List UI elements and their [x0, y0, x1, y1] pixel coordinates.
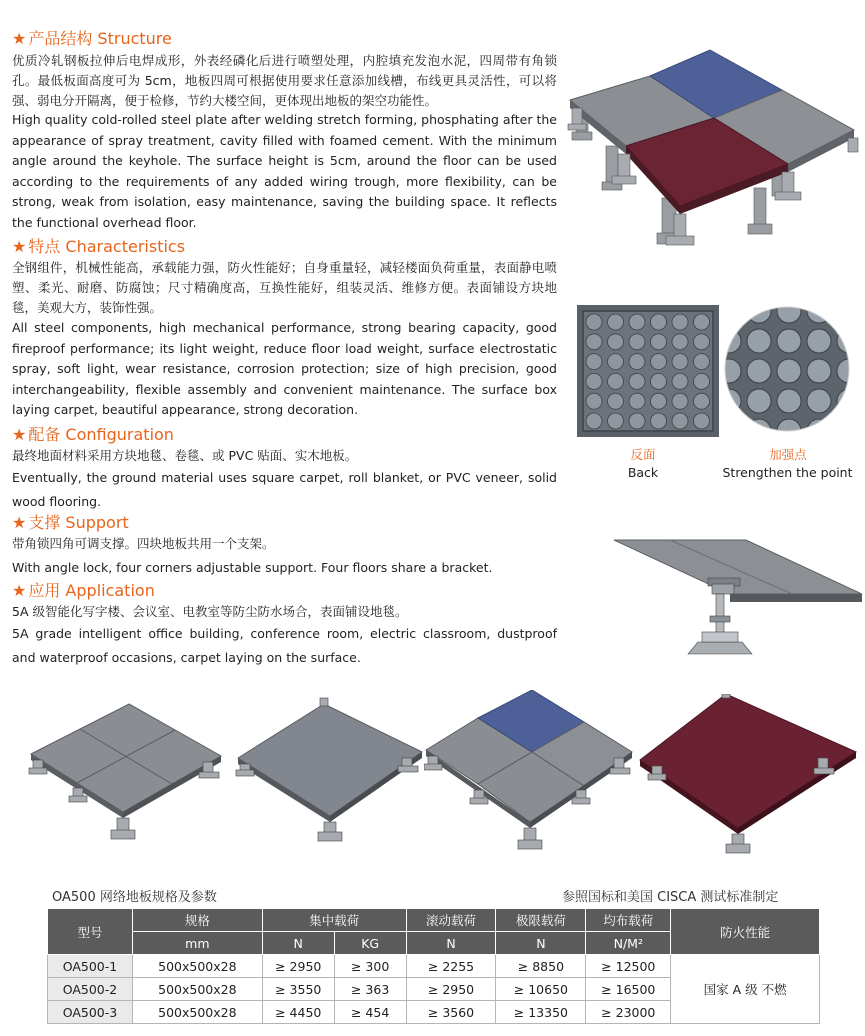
reinforcement-dome [586, 354, 602, 370]
cell-uniform: ≥ 12500 [586, 955, 671, 978]
cell-rolling: ≥ 3560 [406, 1001, 496, 1024]
cell-spec: 500x500x28 [132, 978, 262, 1001]
reinforcement-dome [586, 334, 602, 350]
cell-model: OA500-1 [48, 955, 133, 978]
header-uniform-unit: N/M² [586, 932, 671, 955]
reinforcement-dome [586, 314, 602, 330]
reinforcement-dome [629, 334, 645, 350]
star-icon: ★ [12, 425, 27, 444]
cell-fire: 国家 A 级 不燃 [671, 955, 820, 1024]
reinforcement-dome [651, 393, 667, 409]
characteristics-cn-text: 全钢组件，机械性能高，承载能力强，防火性能好；自身重量轻，减轻楼面负荷重量，表面静电喷塑、柔光、耐磨、防腐蚀；尺寸精确度高，互换性能好，组装灵活、维修方便。表面铺设方块地毯，美观大方，装饰性强。 [12, 260, 557, 315]
support-title: ★ 支撑 Support [12, 513, 129, 532]
cell-ultimate: ≥ 10650 [496, 978, 586, 1001]
reinforcement-dome [837, 305, 851, 323]
reinforcement-dome [694, 413, 710, 429]
cell-ultimate: ≥ 13350 [496, 1001, 586, 1024]
table-row [48, 955, 820, 978]
reinforcement-dome [608, 393, 624, 409]
header-conc-n: N [262, 932, 334, 955]
configuration-en-text: Eventually, the ground material uses square carpet, roll blanket, or PVC veneer, solid wood flooring. [12, 470, 557, 509]
floor-image-2 [232, 694, 427, 844]
reinforcement-dome [651, 334, 667, 350]
reinforcement-dome [608, 413, 624, 429]
reinforcement-dome [629, 373, 645, 389]
star-icon: ★ [12, 29, 27, 48]
reinforcement-dome [694, 393, 710, 409]
cell-conc-n: ≥ 4450 [262, 1001, 334, 1024]
reinforcement-dome [672, 314, 688, 330]
reinforcement-dome [694, 314, 710, 330]
floor-assembly-image [562, 28, 862, 250]
header-rolling: 滚动载荷 [406, 909, 496, 932]
structure-en-text: High quality cold-rolled steel plate after welding stretch forming, phosphating after the appearance of spray treatment, cavity filled with foamed cement. With the minimum angle around the keyhole. The surface height is 5cm, around the floor can be used according to the requirements of any added wiring trough, more flexibility, can be strong, weak from isolation, easy maintenance, saving the building space. It reflects the functional overhead floor. [12, 112, 557, 230]
structure-cn-text: 优质冷轧钢板拉伸后电焊成形，外表经磷化后进行喷塑处理，内腔填充发泡水泥，四周带有角锁孔。最低板面高度可为 5cm，地板四周可根据使用要求任意添加线槽，布线更具灵活性，可以将强、弱电分开隔离，便于检修，节约大楼空间，更体现出地板的架空功能性。 [12, 53, 557, 108]
reinforcement-dome [629, 393, 645, 409]
back-caption-cn: 反面 [630, 447, 656, 462]
star-icon: ★ [12, 581, 27, 600]
characteristics-title: ★ 特点 Characteristics [12, 237, 186, 256]
reinforcement-dome [694, 334, 710, 350]
star-icon: ★ [12, 237, 27, 256]
reinforcement-dome [651, 413, 667, 429]
reinforcement-dome [651, 373, 667, 389]
header-spec-unit: mm [132, 932, 262, 955]
header-uniform: 均布载荷 [586, 909, 671, 932]
reinforcement-dome [651, 354, 667, 370]
characteristics-en-text: All steel components, high mechanical performance, strong bearing capacity, good fireproof performance; its light weight, reduce floor load weight, surface electrostatic spray, soft light, wear resistance, corrosion protection; size of high precision, good interchangeability, flexible assembly and convenient maintenance. The surface box laying carpet, beautiful appearance, strong decoration. [12, 320, 557, 417]
cell-model: OA500-2 [48, 978, 133, 1001]
cell-spec: 500x500x28 [132, 955, 262, 978]
reinforcement-dome [672, 373, 688, 389]
reinforcement-dome [608, 354, 624, 370]
cell-uniform: ≥ 23000 [586, 1001, 671, 1024]
header-model: 型号 [48, 909, 133, 955]
header-rolling-unit: N [406, 932, 496, 955]
header-spec: 规格 [132, 909, 262, 932]
cell-model: OA500-3 [48, 1001, 133, 1024]
cell-rolling: ≥ 2255 [406, 955, 496, 978]
reinforcement-dome [777, 329, 801, 353]
cell-ultimate: ≥ 8850 [496, 955, 586, 978]
reinforcement-dome [586, 393, 602, 409]
floor-image-4 [638, 694, 860, 858]
header-ultimate: 极限载荷 [496, 909, 586, 932]
reinforcement-dome [629, 314, 645, 330]
reinforcement-dome [586, 373, 602, 389]
support-cn-text: 带角锁四角可调支撑。四块地板共用一个支架。 [12, 536, 275, 551]
support-en-text: With angle lock, four corners adjustable support. Four floors share a bracket. [12, 560, 493, 575]
reinforcement-dome [608, 373, 624, 389]
spec-table [47, 908, 820, 1024]
reinforcement-dome [807, 359, 831, 383]
reinforcement-dome [747, 389, 771, 413]
reinforcement-dome [672, 393, 688, 409]
cell-uniform: ≥ 16500 [586, 978, 671, 1001]
cell-conc-kg: ≥ 363 [334, 978, 406, 1001]
reinforcement-dome [672, 334, 688, 350]
table-title: OA500 网络地板规格及参数 [52, 890, 217, 905]
floor-image-1 [25, 692, 225, 844]
reinforcement-dome [807, 329, 831, 353]
reinforcement-dome [747, 329, 771, 353]
point-caption-en: Strengthen the point [722, 465, 853, 480]
reinforcement-dome [723, 419, 741, 433]
point-caption-cn: 加强点 [769, 447, 807, 462]
header-concentrated: 集中载荷 [262, 909, 406, 932]
application-en-text: 5A grade intelligent office building, conference room, electric classroom, dustproof and waterproof occasions, carpet laying on the surface. [12, 626, 557, 665]
cell-conc-n: ≥ 3550 [262, 978, 334, 1001]
reinforcement-dome [672, 354, 688, 370]
back-caption-en: Back [627, 465, 659, 480]
floor-image-3 [424, 690, 634, 854]
cell-spec: 500x500x28 [132, 1001, 262, 1024]
application-cn-text: 5A 级智能化写字楼、会议室、电教室等防尘防水场合，表面铺设地毯。 [12, 604, 408, 619]
reinforcement-dome [672, 413, 688, 429]
reinforcement-dome [837, 419, 851, 433]
reinforcement-dome [807, 389, 831, 413]
reinforcement-dome [608, 334, 624, 350]
configuration-title: ★ 配备 Configuration [12, 425, 174, 444]
star-icon: ★ [12, 513, 27, 532]
application-title: ★ 应用 Application [12, 581, 155, 600]
reinforcement-dome [777, 389, 801, 413]
configuration-cn-text: 最终地面材料采用方块地毯、卷毯、或 PVC 贴面、实木地板。 [12, 448, 358, 463]
reinforcement-dome [629, 354, 645, 370]
reinforcement-dome [651, 314, 667, 330]
reinforcement-dome [777, 359, 801, 383]
cell-conc-kg: ≥ 300 [334, 955, 406, 978]
header-ultimate-unit: N [496, 932, 586, 955]
strengthen-point-image [723, 305, 851, 433]
header-fire: 防火性能 [671, 909, 820, 955]
cell-conc-kg: ≥ 454 [334, 1001, 406, 1024]
reinforcement-dome [586, 413, 602, 429]
table-standard-note: 参照国标和美国 CISCA 测试标准制定 [562, 890, 779, 905]
reinforcement-dome [747, 359, 771, 383]
reinforcement-dome [694, 373, 710, 389]
header-conc-kg: KG [334, 932, 406, 955]
reinforcement-dome [629, 413, 645, 429]
cell-conc-n: ≥ 2950 [262, 955, 334, 978]
structure-title: ★ 产品结构 Structure [12, 29, 172, 48]
panel-back-image [577, 305, 719, 437]
reinforcement-dome [723, 305, 741, 323]
cell-rolling: ≥ 2950 [406, 978, 496, 1001]
reinforcement-dome [608, 314, 624, 330]
reinforcement-dome [694, 354, 710, 370]
support-detail-image [612, 538, 862, 660]
